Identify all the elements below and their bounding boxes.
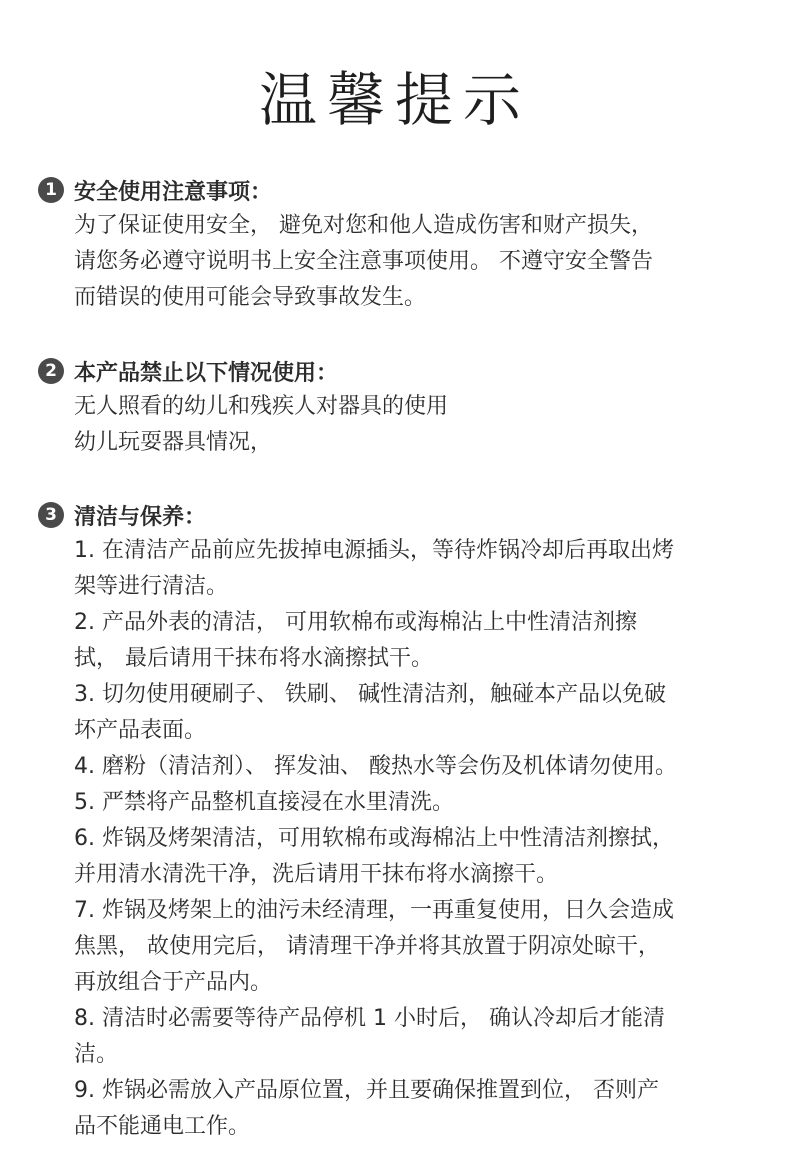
text-line: 5. 严禁将产品整机直接浸在水里清洗。 [74, 790, 454, 815]
text-line: 并用清水清洗干净，洗后请用干抹布将水滴擦干。 [74, 862, 559, 887]
section-body [38, 533, 768, 1145]
section-cleaning [38, 497, 768, 1145]
text-line: 品不能通电工作。 [74, 1114, 251, 1139]
text-line: 为了保证使用安全， 避免对您和他人造成伤害和财产损失， [74, 213, 653, 238]
text-line: 6. 炸锅及烤架清洁，可用软棉布或海棉沾上中性清洁剂擦拭， [74, 826, 674, 851]
text-line: 坏产品表面。 [74, 718, 207, 743]
text-line: 8. 清洁时必需要等待产品停机 1 小时后， 确认冷却后才能清 [74, 1006, 665, 1031]
text-line: 洁。 [74, 1042, 119, 1067]
number-badge: 3 [38, 502, 64, 528]
section-prohibited-use [38, 353, 768, 461]
text-line: 架等进行清洁。 [74, 574, 229, 599]
text-line: 9. 炸锅必需放入产品原位置，并且要确保推置到位， 否则产 [74, 1078, 659, 1103]
text-line: 再放组合于产品内。 [74, 970, 273, 995]
text-line: 2. 产品外表的清洁， 可用软棉布或海棉沾上中性清洁剂擦 [74, 610, 637, 635]
section-safety [38, 172, 768, 316]
section-body [38, 389, 768, 461]
text-line: 焦黑， 故使用完后， 请清理干净并将其放置于阴凉处晾干， [74, 934, 660, 959]
text-line: 请您务必遵守说明书上安全注意事项使用。 不遵守安全警告 [74, 249, 653, 274]
page-title: 温馨提示 [258, 66, 531, 134]
text-line: 拭， 最后请用干抹布将水滴擦拭干。 [74, 646, 433, 671]
text-line: 幼儿玩耍器具情况， [74, 430, 273, 455]
section-heading: 本产品禁止以下情况使用： [74, 360, 339, 386]
text-line: 7. 炸锅及烤架上的油污未经清理，一再重复使用，日久会造成 [74, 898, 674, 923]
number-badge: 1 [38, 177, 64, 203]
number-badge: 2 [38, 358, 64, 384]
section-heading: 安全使用注意事项： [74, 179, 273, 205]
text-line: 4. 磨粉（清洁剂）、 挥发油、 酸热水等会伤及机体请勿使用。 [74, 754, 677, 779]
text-line: 1. 在清洁产品前应先拔掉电源插头，等待炸锅冷却后再取出烤 [74, 538, 674, 563]
section-body [38, 208, 768, 316]
text-line: 3. 切勿使用硬刷子、 铁刷、 碱性清洁剂，触碰本产品以免破 [74, 682, 666, 707]
text-line: 无人照看的幼儿和残疾人对器具的使用 [74, 394, 449, 419]
section-heading: 清洁与保养： [74, 504, 207, 530]
text-line: 而错误的使用可能会导致事故发生。 [74, 285, 427, 310]
